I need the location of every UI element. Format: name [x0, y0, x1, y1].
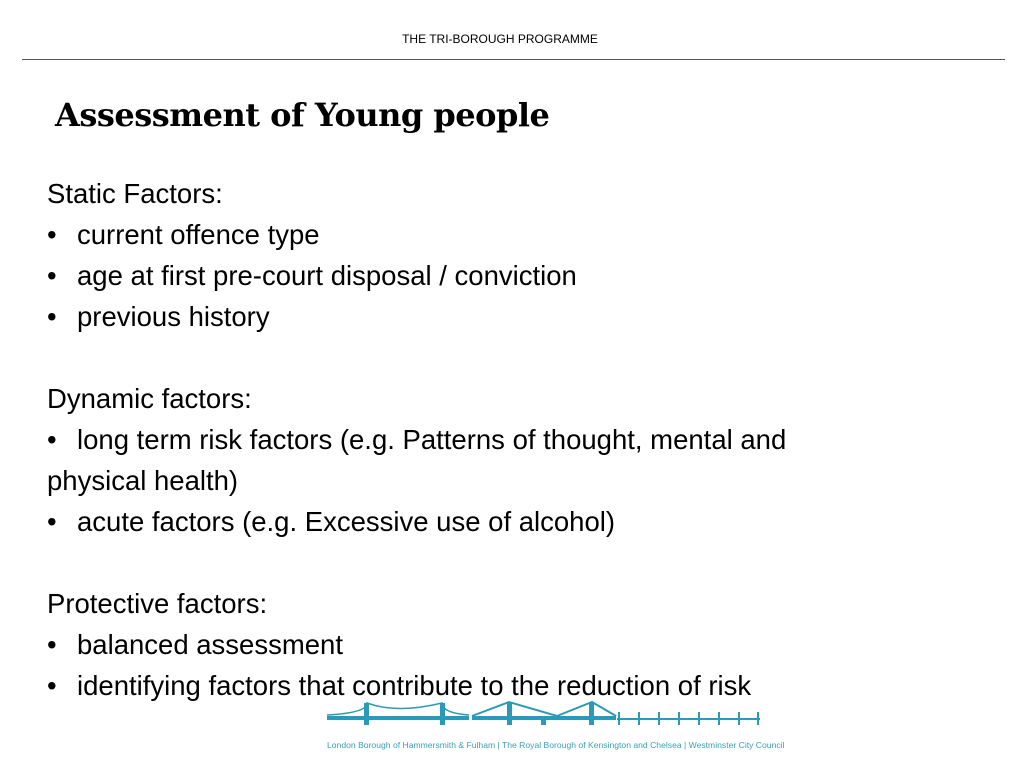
bullet-item: • balanced assessment — [47, 629, 343, 660]
bullet-item: • acute factors (e.g. Excessive use of alcohol) — [47, 506, 616, 537]
bullet-item: • previous history — [47, 301, 270, 332]
header-divider — [22, 59, 1005, 60]
bridges-logo — [327, 700, 760, 730]
slide-body — [47, 173, 1007, 706]
section-heading: Dynamic factors: — [47, 383, 252, 414]
slide-title: Assessment of Young people — [55, 96, 550, 134]
bullet-item: • age at first pre-court disposal / conviction — [47, 260, 577, 291]
bullet-item: • identifying factors that contribute to the reduction of risk — [47, 670, 752, 701]
bullet-item: • long term risk factors (e.g. Patterns of thought, mental and — [47, 424, 787, 455]
section-heading: Protective factors: — [47, 588, 268, 619]
bullet-item: • current offence type — [47, 219, 320, 250]
bullet-continuation: physical health) — [47, 465, 239, 496]
header-title: THE TRI-BOROUGH PROGRAMME — [402, 32, 598, 46]
footer-councils-text: London Borough of Hammersmith & Fulham | The Royal Borough of Kensington and Chelsea | Westminster City Council — [327, 740, 785, 750]
section-heading: Static Factors: — [47, 178, 223, 209]
